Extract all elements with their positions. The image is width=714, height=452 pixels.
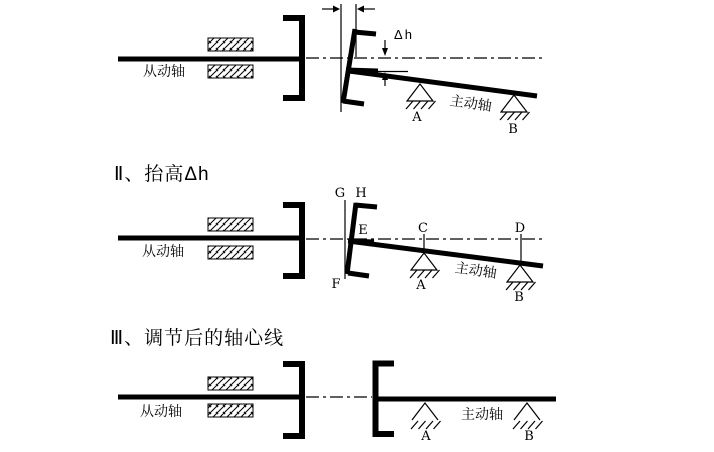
support-b-label: B — [524, 429, 534, 444]
bearing-block-upper — [208, 38, 253, 51]
point-d-label: D — [514, 221, 526, 236]
driving-shaft — [352, 242, 543, 267]
driving-shaft-label: 主动轴 — [461, 406, 503, 422]
coupling-top-stub — [354, 32, 376, 34]
bearing-block-lower — [208, 404, 253, 417]
bearing-block-lower — [208, 65, 253, 78]
driven-shaft-label: 从动轴 — [143, 63, 185, 79]
point-c-label: C — [418, 221, 428, 236]
point-h-label: H — [355, 186, 367, 201]
support-b-hatching — [513, 421, 543, 429]
gap-arrow-left-head-icon — [333, 6, 340, 13]
step-2-title: Ⅱ、抬高Δh — [114, 164, 210, 185]
point-e-label: E — [358, 223, 368, 238]
support-b-triangle — [507, 265, 533, 282]
bearing-block-upper — [208, 218, 253, 231]
bearing-block-lower — [208, 246, 253, 259]
step-3-title: Ⅲ、调节后的轴心线 — [110, 328, 285, 349]
support-a-label: A — [416, 278, 426, 293]
support-a-hatching — [410, 270, 440, 278]
figure-adjusted-axis — [110, 326, 556, 444]
gap-arrow-right-head-icon — [357, 6, 364, 13]
support-b-hatching — [500, 112, 530, 120]
driving-shaft-label: 主动轴 — [448, 92, 493, 114]
support-a-label: A — [421, 429, 431, 444]
support-a-hatching — [406, 101, 436, 109]
coupling-bottom-stub — [348, 273, 369, 276]
coupling-flange-driving — [343, 29, 355, 103]
support-a-triangle — [411, 253, 437, 270]
support-b-label: B — [514, 290, 524, 305]
bearing-block-upper — [208, 377, 253, 390]
driven-shaft-label: 从动轴 — [140, 403, 182, 419]
point-g-label: G — [334, 186, 346, 201]
figure-initial-misalignment — [118, 4, 542, 137]
delta-h-label: Δh — [394, 27, 414, 42]
coupling-top-stub — [355, 205, 377, 207]
delta-h-down-arrow-head-icon — [382, 48, 388, 56]
support-a-hatching — [411, 421, 441, 429]
driven-shaft-label: 从动轴 — [142, 243, 184, 259]
support-a-triangle — [407, 84, 433, 101]
coupling-bottom-stub — [343, 101, 364, 104]
support-b-triangle — [501, 95, 527, 112]
driving-shaft-label: 主动轴 — [453, 259, 498, 281]
support-b-label: B — [508, 122, 518, 137]
driving-shaft — [349, 71, 537, 96]
support-a-label: A — [412, 110, 422, 125]
point-f-label: F — [331, 277, 341, 292]
support-b-triangle — [514, 403, 540, 420]
support-b-hatching — [506, 282, 536, 290]
figure-raise-delta-h — [114, 163, 543, 305]
coupling-flange-driven — [283, 364, 302, 436]
support-a-triangle — [412, 403, 438, 420]
